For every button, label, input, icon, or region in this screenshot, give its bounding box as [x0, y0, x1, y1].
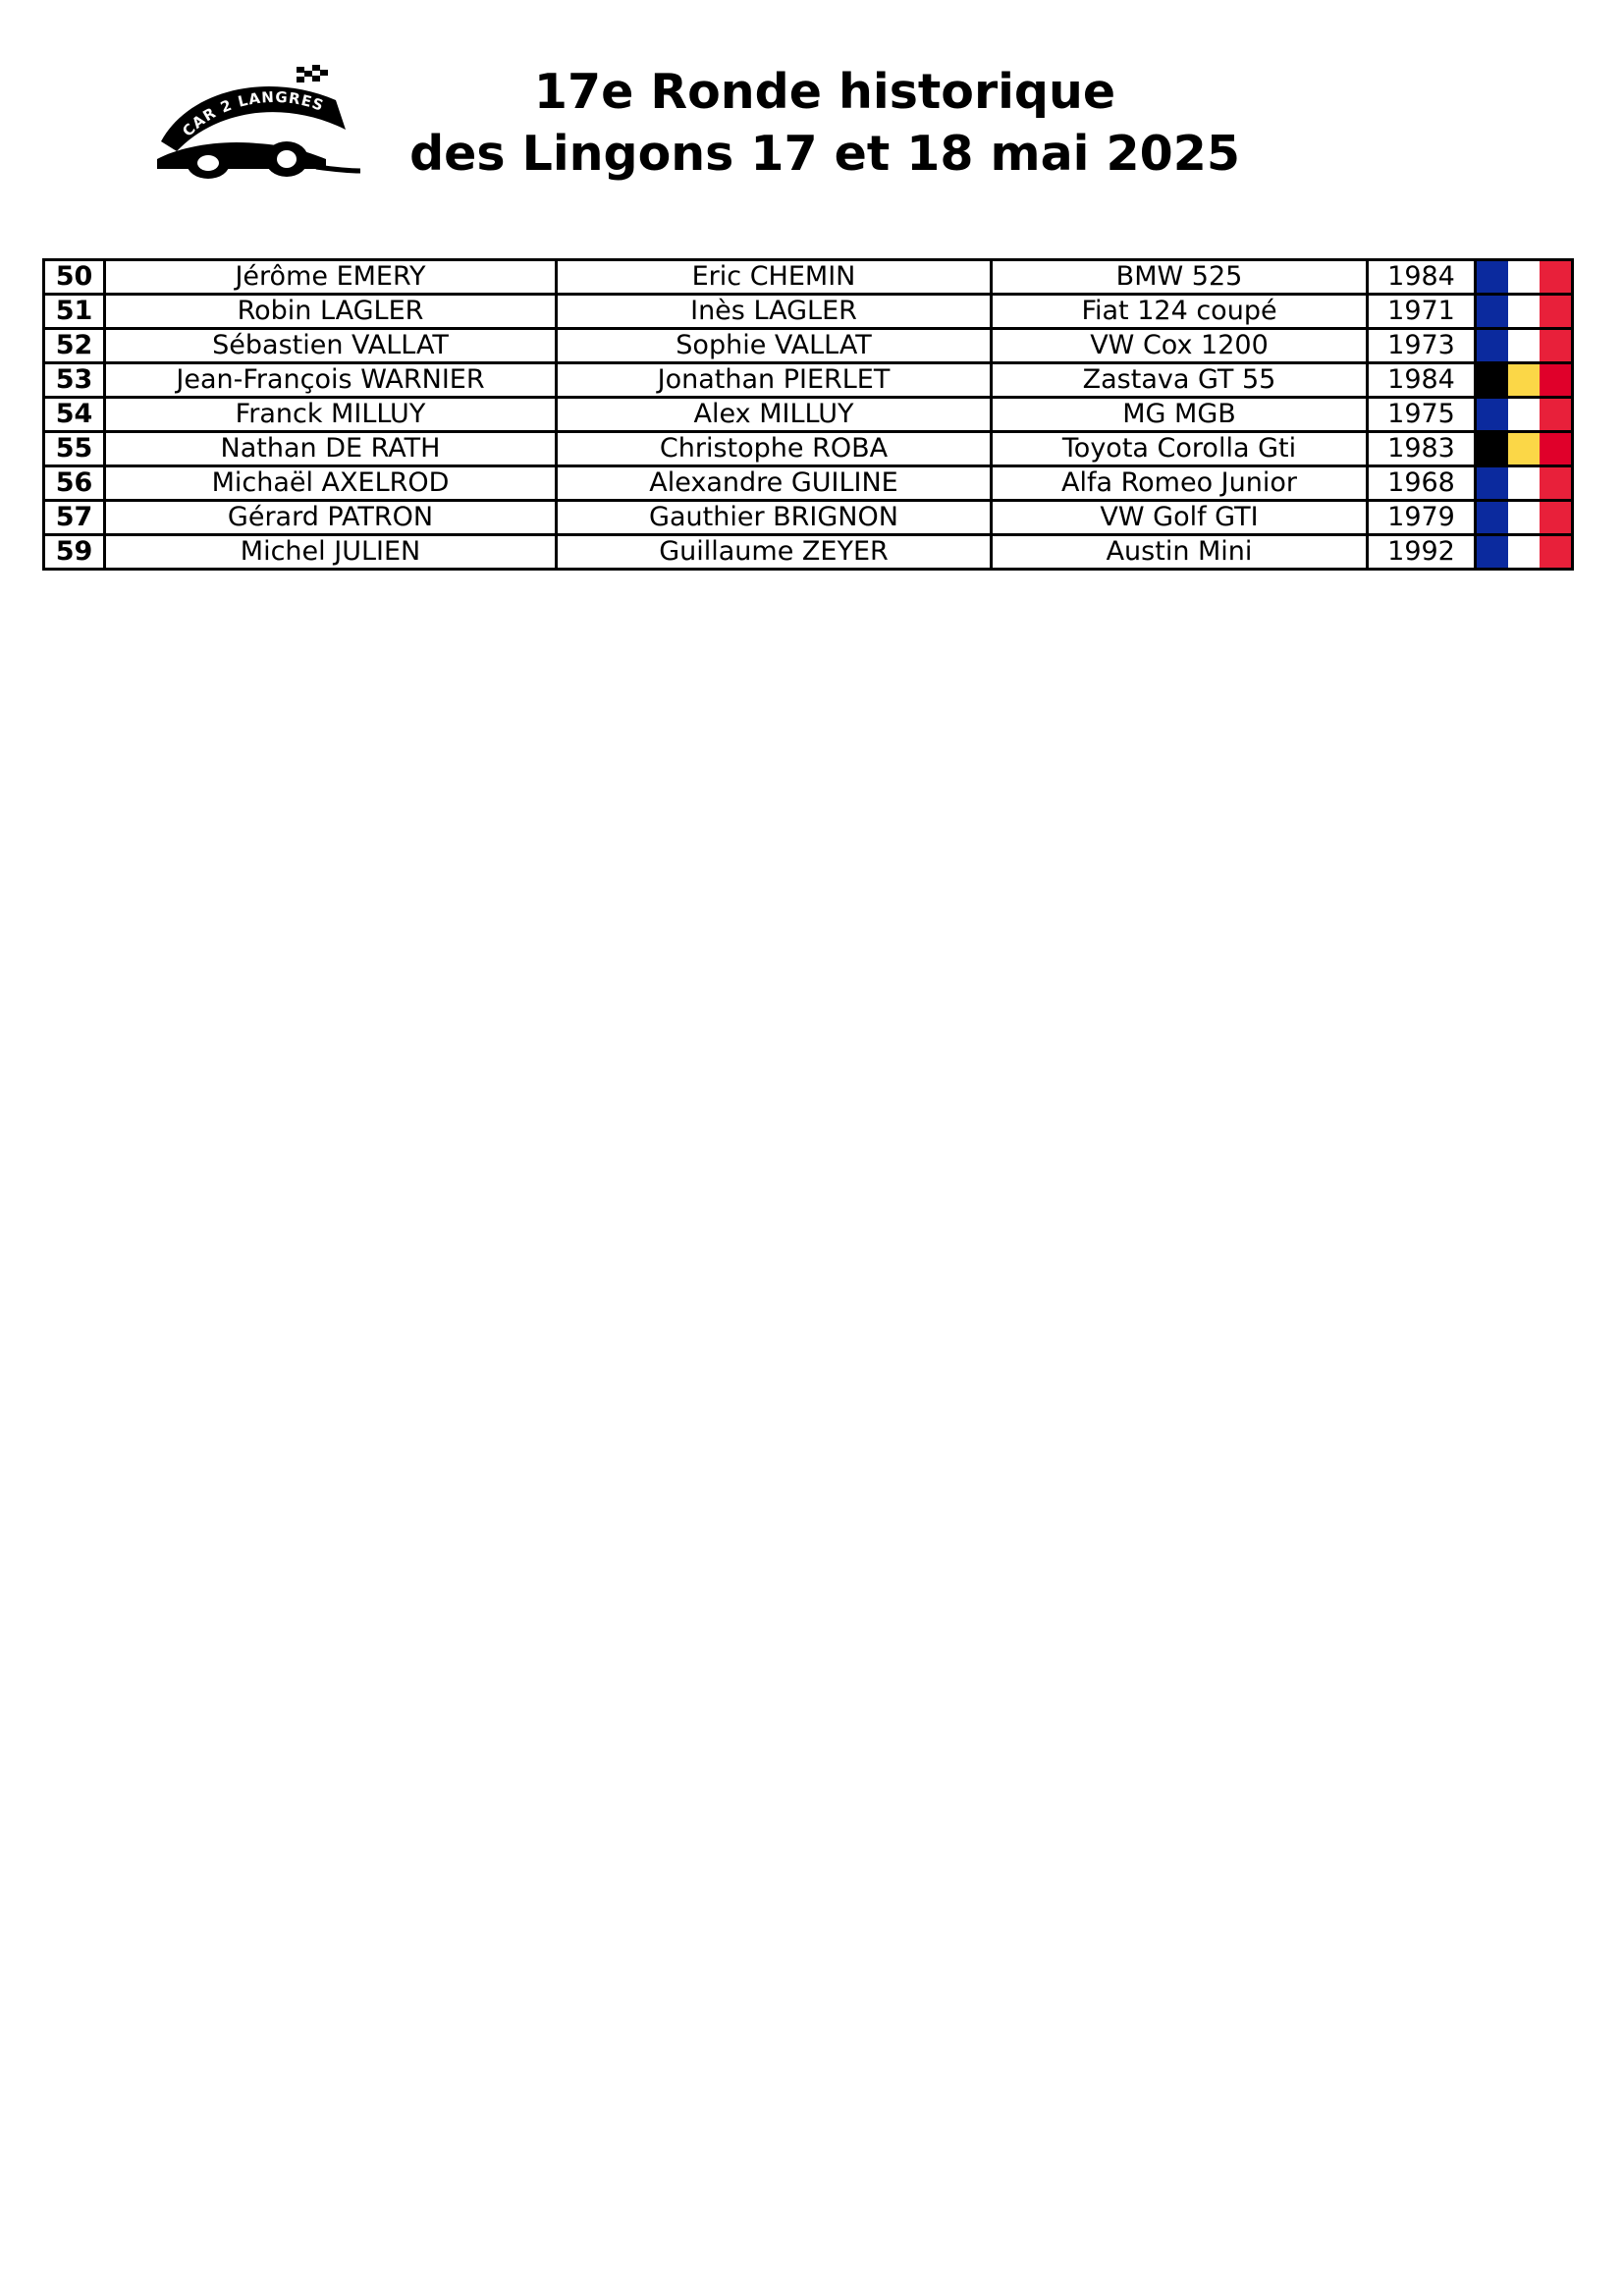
- car-model: VW Golf GTI: [992, 501, 1368, 535]
- flag-stripe: [1508, 364, 1540, 396]
- driver-name: Michaël AXELROD: [105, 466, 557, 501]
- driver-name: Sébastien VALLAT: [105, 329, 557, 363]
- french-flag-icon: [1477, 261, 1571, 293]
- codriver-name: Jonathan PIERLET: [557, 363, 992, 398]
- codriver-name: Guillaume ZEYER: [557, 535, 992, 570]
- entry-number: 53: [44, 363, 105, 398]
- car-year: 1975: [1368, 398, 1476, 432]
- flag-stripe: [1477, 502, 1508, 533]
- flag-stripe: [1508, 467, 1540, 499]
- table-row: [44, 363, 1573, 398]
- title-line-1: 17e Ronde historique: [533, 64, 1116, 120]
- car-model: MG MGB: [992, 398, 1368, 432]
- flag-stripe: [1540, 296, 1571, 327]
- flag-stripe: [1540, 399, 1571, 430]
- nationality-flag-cell: [1476, 535, 1573, 570]
- flag-stripe: [1477, 433, 1508, 465]
- driver-name: Franck MILLUY: [105, 398, 557, 432]
- flag-stripe: [1477, 364, 1508, 396]
- nationality-flag-cell: [1476, 329, 1573, 363]
- car-year: 1992: [1368, 535, 1476, 570]
- flag-stripe: [1477, 399, 1508, 430]
- driver-name: Gérard PATRON: [105, 501, 557, 535]
- flag-stripe: [1540, 261, 1571, 293]
- flag-stripe: [1508, 330, 1540, 361]
- car-year: 1973: [1368, 329, 1476, 363]
- flag-stripe: [1540, 536, 1571, 568]
- entry-list-body: [44, 260, 1573, 570]
- nationality-flag-cell: [1476, 363, 1573, 398]
- entry-number: 57: [44, 501, 105, 535]
- codriver-name: Inès LAGLER: [557, 295, 992, 329]
- table-row: [44, 329, 1573, 363]
- entry-number: 54: [44, 398, 105, 432]
- car-model: Austin Mini: [992, 535, 1368, 570]
- flag-stripe: [1540, 502, 1571, 533]
- car-model: Toyota Corolla Gti: [992, 432, 1368, 466]
- svg-text:CAR 2 LANGRES: CAR 2 LANGRES: [179, 87, 327, 140]
- car-year: 1984: [1368, 363, 1476, 398]
- codriver-name: Sophie VALLAT: [557, 329, 992, 363]
- entry-number: 52: [44, 329, 105, 363]
- flag-stripe: [1540, 364, 1571, 396]
- driver-name: Jean-François WARNIER: [105, 363, 557, 398]
- table-row: [44, 466, 1573, 501]
- belgian-flag-icon: [1477, 364, 1571, 396]
- table-row: [44, 398, 1573, 432]
- title-line-2: des Lingons 17 et 18 mai 2025: [409, 126, 1240, 182]
- checkered-flag-icon: [297, 65, 328, 82]
- car-model: Alfa Romeo Junior: [992, 466, 1368, 501]
- entry-number: 51: [44, 295, 105, 329]
- flag-stripe: [1508, 536, 1540, 568]
- nationality-flag-cell: [1476, 295, 1573, 329]
- flag-stripe: [1540, 467, 1571, 499]
- nationality-flag-cell: [1476, 398, 1573, 432]
- flag-stripe: [1508, 433, 1540, 465]
- driver-name: Jérôme EMERY: [105, 260, 557, 295]
- car-model: BMW 525: [992, 260, 1368, 295]
- flag-stripe: [1477, 261, 1508, 293]
- table-row: [44, 501, 1573, 535]
- french-flag-icon: [1477, 467, 1571, 499]
- entry-number: 59: [44, 535, 105, 570]
- flag-stripe: [1508, 261, 1540, 293]
- table-row: [44, 535, 1573, 570]
- codriver-name: Alexandre GUILINE: [557, 466, 992, 501]
- flag-stripe: [1477, 330, 1508, 361]
- race-car-icon: [157, 141, 360, 179]
- codriver-name: Gauthier BRIGNON: [557, 501, 992, 535]
- flag-stripe: [1508, 296, 1540, 327]
- car-model: Fiat 124 coupé: [992, 295, 1368, 329]
- driver-name: Robin LAGLER: [105, 295, 557, 329]
- french-flag-icon: [1477, 536, 1571, 568]
- french-flag-icon: [1477, 502, 1571, 533]
- french-flag-icon: [1477, 330, 1571, 361]
- car-year: 1968: [1368, 466, 1476, 501]
- table-row: [44, 432, 1573, 466]
- car-model: VW Cox 1200: [992, 329, 1368, 363]
- car-year: 1984: [1368, 260, 1476, 295]
- codriver-name: Alex MILLUY: [557, 398, 992, 432]
- car-year: 1971: [1368, 295, 1476, 329]
- car-year: 1979: [1368, 501, 1476, 535]
- flag-stripe: [1508, 399, 1540, 430]
- page-title: [373, 61, 1276, 185]
- entry-number: 50: [44, 260, 105, 295]
- entry-number: 55: [44, 432, 105, 466]
- nationality-flag-cell: [1476, 260, 1573, 295]
- nationality-flag-cell: [1476, 501, 1573, 535]
- belgian-flag-icon: [1477, 433, 1571, 465]
- entry-number: 56: [44, 466, 105, 501]
- flag-stripe: [1540, 330, 1571, 361]
- french-flag-icon: [1477, 399, 1571, 430]
- codriver-name: Christophe ROBA: [557, 432, 992, 466]
- codriver-name: Eric CHEMIN: [557, 260, 992, 295]
- entry-list-table: [42, 258, 1574, 571]
- car-2-langres-logo: [149, 61, 370, 184]
- nationality-flag-cell: [1476, 466, 1573, 501]
- french-flag-icon: [1477, 296, 1571, 327]
- car-year: 1983: [1368, 432, 1476, 466]
- table-row: [44, 295, 1573, 329]
- driver-name: Michel JULIEN: [105, 535, 557, 570]
- flag-stripe: [1540, 433, 1571, 465]
- flag-stripe: [1508, 502, 1540, 533]
- car-model: Zastava GT 55: [992, 363, 1368, 398]
- driver-name: Nathan DE RATH: [105, 432, 557, 466]
- table-row: [44, 260, 1573, 295]
- flag-stripe: [1477, 467, 1508, 499]
- nationality-flag-cell: [1476, 432, 1573, 466]
- flag-stripe: [1477, 536, 1508, 568]
- flag-stripe: [1477, 296, 1508, 327]
